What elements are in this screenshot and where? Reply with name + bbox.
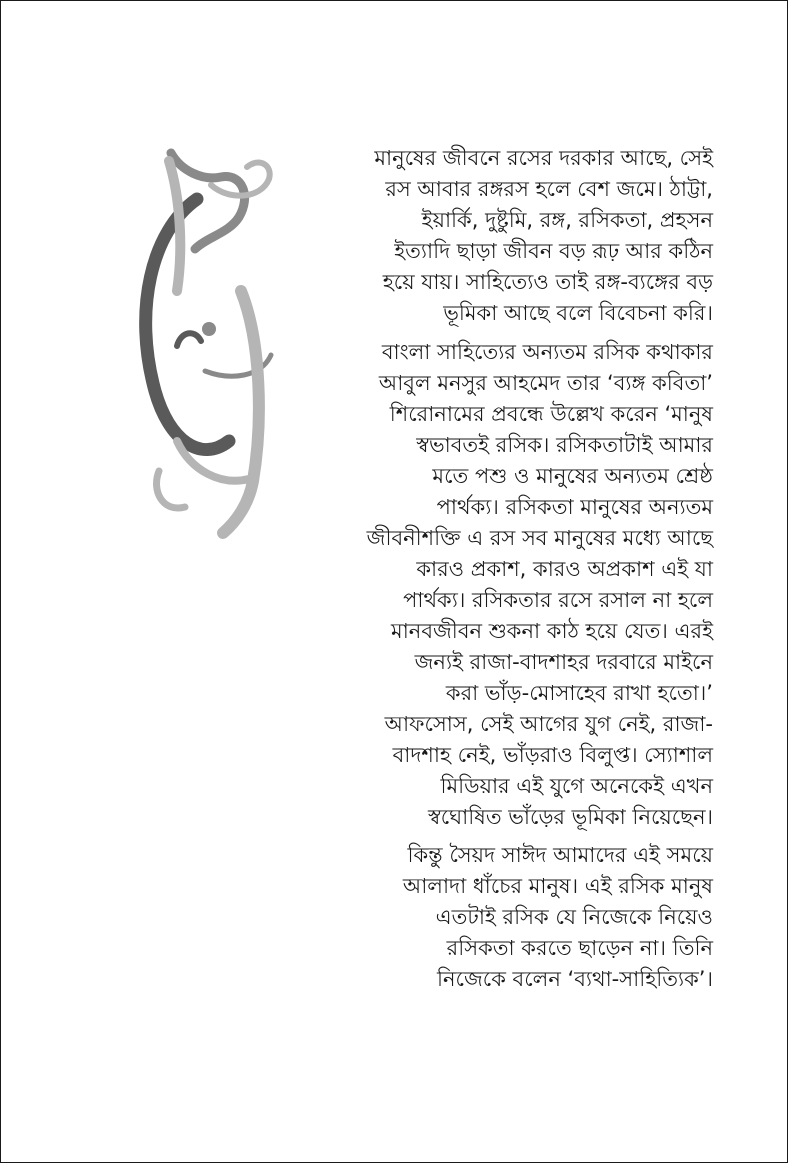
text-line: রস আবার রঙ্গরস হলে বেশ জমে। ঠাট্টা, [385, 177, 713, 201]
text-line: স্বভাবতই রসিক। রসিকতাটাই আমার [416, 432, 713, 457]
text-line: মতে পশু ও মানুষের অন্যতম শ্রেষ্ঠ [432, 463, 713, 488]
paragraph-3 [341, 840, 713, 995]
text-line: এতটাই রসিক যে নিজেকে নিয়েও [435, 905, 713, 929]
text-line: আফসোস, সেই আগের যুগ নেই, রাজা- [384, 711, 713, 736]
text-line: কারও প্রকাশ, কারও অপ্রকাশ এই যা [416, 556, 713, 581]
calligraphy-title [111, 141, 291, 541]
text-line: নিজেকে বলেন ‘ব্যথা-সাহিত্যিক’। [436, 967, 713, 991]
body-text [341, 143, 713, 1003]
text-line: জীবনীশক্তি এ রস সব মানুষের মধ্যে আছে [366, 525, 713, 550]
calligraphy-stroke-light-3 [223, 291, 259, 533]
calligraphy-dot [202, 322, 216, 336]
text-line: বাদশাহ নেই, ভাঁড়রাও বিলুপ্ত। স্যোশাল [392, 742, 713, 767]
text-line: করা ভাঁড়-মোসাহেব রাখা হতো।’ [445, 680, 713, 705]
text-line: পার্থক্য। রসিকতার রসে রসাল না হলে [403, 587, 713, 612]
text-line: আবুল মনসুর আহমেদ তার ‘ব্যঙ্গ কবিতা’ [378, 370, 713, 395]
text-line: রসিকতা করতে ছাড়েন না। তিনি [446, 936, 713, 960]
paragraph-2 [341, 337, 713, 833]
text-line: ইত্যাদি ছাড়া জীবন বড় রূঢ় আর কঠিন [394, 239, 713, 263]
text-line: মানুষের জীবনে রসের দরকার আছে, সেই [374, 146, 713, 170]
paragraph-1 [341, 143, 713, 329]
text-line: মানবজীবন শুকনা কাঠ হয়ে যেত। এরই [391, 618, 713, 643]
calligraphy-stroke-dark-2 [177, 333, 201, 346]
text-line: আলাদা ধাঁচের মানুষ। এই রসিক মানুষ [402, 874, 713, 898]
text-line: বাংলা সাহিত্যের অন্যতম রসিক কথাকার [381, 339, 713, 364]
text-line: ভূমিকা আছে বলে বিবেচনা করি। [443, 301, 713, 325]
calligraphy-stroke-light-5 [157, 471, 185, 508]
text-line: কিন্তু সৈয়দ সাঈদ আমাদের এই সময়ে [407, 843, 713, 867]
text-line: হয়ে যায়। সাহিত্যেও তাই রঙ্গ-ব্যঙ্গের বড় [382, 270, 713, 294]
text-line: পার্থক্য। রসিকতা মানুষের অন্যতম [436, 494, 713, 519]
text-line: শিরোনামের প্রবন্ধে উল্লেখ করেন ‘মানুষ [389, 401, 713, 426]
text-line: স্বঘোষিত ভাঁড়ের ভূমিকা নিয়েছেন। [427, 804, 713, 829]
text-line: মিডিয়ার এই যুগে অনেকেই এখন [440, 773, 713, 798]
calligraphy-artwork [111, 141, 291, 541]
text-line: ইয়ার্কি, দুষ্টুমি, রঙ্গ, রসিকতা, প্রহসন [421, 208, 713, 232]
text-line: জন্যই রাজা-বাদশাহর দরবারে মাইনে [414, 649, 713, 674]
